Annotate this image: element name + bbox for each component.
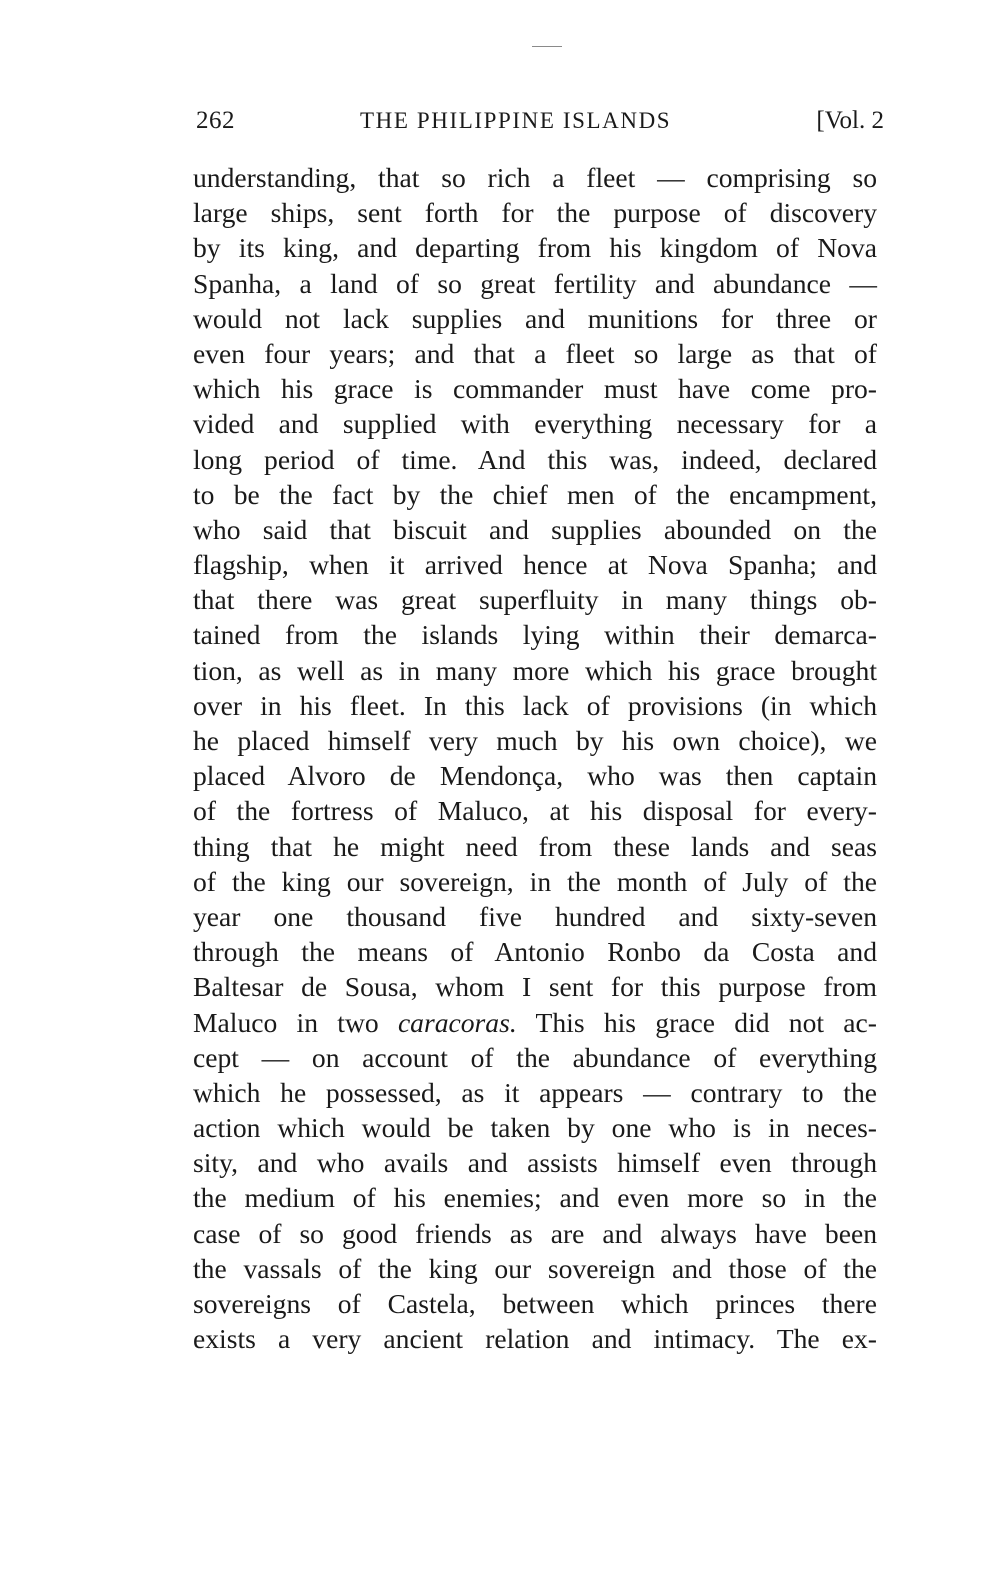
volume-marker: [Vol. 2	[816, 107, 884, 134]
text-line: action which would be taken by one who is in neces-	[193, 1112, 877, 1144]
text-line: tion, as well as in many more which his grace brought	[193, 654, 877, 686]
print-speck	[532, 46, 562, 47]
text-line: case of so good friends as are and always have been	[193, 1217, 877, 1249]
text-line: Spanha, a land of so great fertility and abundance —	[193, 267, 877, 299]
text-line: which he possessed, as it appears — contrary to the	[193, 1076, 877, 1108]
italic-term: caracoras.	[397, 1006, 517, 1038]
text-line: the medium of his enemies; and even more so in the	[193, 1182, 877, 1214]
text-line: would not lack supplies and munitions for three or	[193, 302, 877, 334]
text-segment: This his grace did not ac-	[516, 1006, 877, 1038]
text-line: sovereigns of Castela, between which princes there	[193, 1288, 877, 1319]
running-head-title: THE PHILIPPINE ISLANDS	[360, 108, 672, 133]
text-line: that there was great superfluity in many things ob-	[193, 584, 877, 616]
text-line: exists a very ancient relation and intimacy. The ex-	[193, 1323, 877, 1355]
text-line: vided and supplied with everything necessary for a	[193, 408, 877, 440]
text-line: long period of time. And this was, indeed, declared	[193, 443, 877, 475]
text-line: through the means of Antonio Ronbo da Costa and	[193, 936, 877, 968]
text-line: over in his fleet. In this lack of provisions (in which	[193, 689, 877, 721]
text-line: Baltesar de Sousa, whom I sent for this purpose from	[193, 971, 877, 1003]
text-line: of the king our sovereign, in the month of July of the	[193, 865, 877, 897]
text-line: to be the fact by the chief men of the encampment,	[193, 478, 877, 510]
text-line: year one thousand five hundred and sixty-seven	[193, 900, 877, 932]
page-number: 262	[196, 107, 235, 134]
text-line: even four years; and that a fleet so large as that of	[193, 337, 877, 369]
text-line: of the fortress of Maluco, at his disposal for every-	[193, 795, 877, 827]
body-text	[193, 160, 877, 1356]
text-line: thing that he might need from these lands and seas	[193, 830, 877, 862]
text-line: the vassals of the king our sovereign and those of the	[193, 1252, 877, 1284]
text-line: he placed himself very much by his own choice), we	[193, 725, 877, 756]
text-segment: Maluco in two	[193, 1006, 398, 1038]
text-line: large ships, sent forth for the purpose of discovery	[193, 197, 877, 229]
text-line: by its king, and departing from his kingdom of Nova	[193, 232, 877, 264]
text-line: tained from the islands lying within their demarca-	[193, 619, 877, 651]
text-line: which his grace is commander must have come pro-	[193, 373, 877, 405]
text-line: cept — on account of the abundance of everything	[193, 1041, 877, 1073]
text-line: who said that biscuit and supplies abounded on the	[193, 513, 877, 545]
text-line: sity, and who avails and assists himself even through	[193, 1147, 877, 1179]
text-line: placed Alvoro de Mendonça, who was then captain	[193, 760, 877, 792]
text-line-with-italic	[193, 1005, 877, 1040]
text-line: understanding, that so rich a fleet — comprising so	[193, 162, 877, 193]
text-line: flagship, when it arrived hence at Nova Spanha; and	[193, 549, 877, 581]
running-head	[196, 104, 884, 138]
